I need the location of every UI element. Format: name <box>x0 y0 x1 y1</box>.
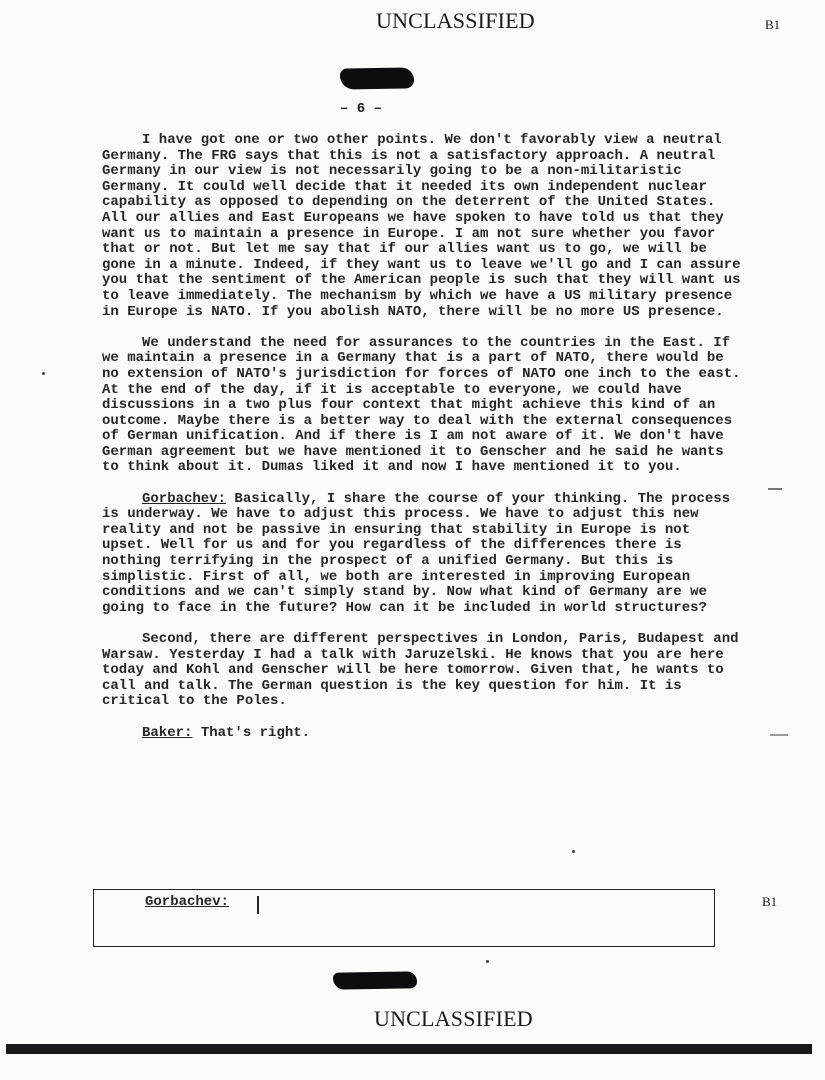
paragraph <box>102 726 742 742</box>
exemption-code-top: B1 <box>765 17 781 32</box>
scan-speck <box>42 372 45 375</box>
redaction-box-notch <box>257 896 259 914</box>
paragraph <box>102 492 742 617</box>
scan-mark <box>768 488 782 490</box>
paragraph-text: That's right. <box>200 724 311 741</box>
footer-rule <box>6 1044 812 1054</box>
classification-header: UNCLASSIFIED <box>376 8 535 33</box>
document-body <box>102 133 742 757</box>
speaker-label: Baker: <box>142 724 193 741</box>
paragraph-text: I have got one or two other points. We don't favorably view a neutral Germany. The FRG says that this is not a satisfactory approach. A neutral Germany in our view is not necessarily going to be a non-militaristic Germany. It could well decide that it needed its own independent nuclear capability as opposed to depending on the deterrent of the United States. All our allies and East Europeans we have spoken to have told us that they want us to maintain a presence in Europe. I am not sure whether you favor that or not. But let me say that if our allies want us to go, we will be gone in a minute. Indeed, if they want us to leave we'll go and I can assure you that the sentiment of the American people is such that they will want us to leave immediately. The mechanism by which we have a US military presence in Europe is NATO. If you abolish NATO, there will be no more US presence. <box>102 132 741 320</box>
scan-mark <box>770 734 788 736</box>
paragraph-text: We understand the need for assurances to the countries in the East. If we maintain a presence in a Germany that is a part of NATO, there would be no extension of NATO's jurisdiction for forces of NATO one inch to the east. At the end of the day, if it is acceptable to everyone, we could have discussions in a two plus four context that might achieve this kind of an outcome. Maybe there is a better way to deal with the external consequences of German unification. And if there is I am not aware of it. We don't have German agreement but we have mentioned it to Genscher and he said he wants to think about it. Dumas liked it and now I have mentioned it to you. <box>102 334 741 476</box>
page-number: – 6 – <box>340 101 383 117</box>
scan-speck <box>572 850 575 853</box>
scan-speck <box>486 960 489 963</box>
speaker-label: Gorbachev: <box>142 490 227 507</box>
redaction-mark-top <box>340 67 414 89</box>
paragraph-text: Second, there are different perspectives in London, Paris, Budapest and Warsaw. Yesterday I had a talk with Jaruzelski. He knows that you are here today and Kohl and Genscher will be here tomorrow. Given that, he wants to call and talk. The German question is the key question for him. It is critical to the Poles. <box>102 631 739 710</box>
redaction-mark-bottom <box>333 971 417 989</box>
redacted-speaker-label <box>145 894 229 910</box>
exemption-code-side: B1 <box>762 894 778 909</box>
paragraph <box>102 336 742 476</box>
classification-footer: UNCLASSIFIED <box>374 1006 533 1031</box>
paragraph <box>102 133 742 320</box>
paragraph-text: Basically, I share the course of your thinking. The process is underway. We have to adjust this process. We have to adjust this new reality and not be passive in ensuring that stability in Europe is not upset. Well for us and for you regardless of the differences there is nothing terrifying in the prospect of a unified Germany. But this is simplistic. First of all, we both are interested in improving European conditions and we can't simply stand by. Now what kind of Germany are we going to face in the future? How can it be included in world structures? <box>102 490 731 616</box>
speaker-label: Gorbachev: <box>145 894 230 910</box>
paragraph <box>102 632 742 710</box>
